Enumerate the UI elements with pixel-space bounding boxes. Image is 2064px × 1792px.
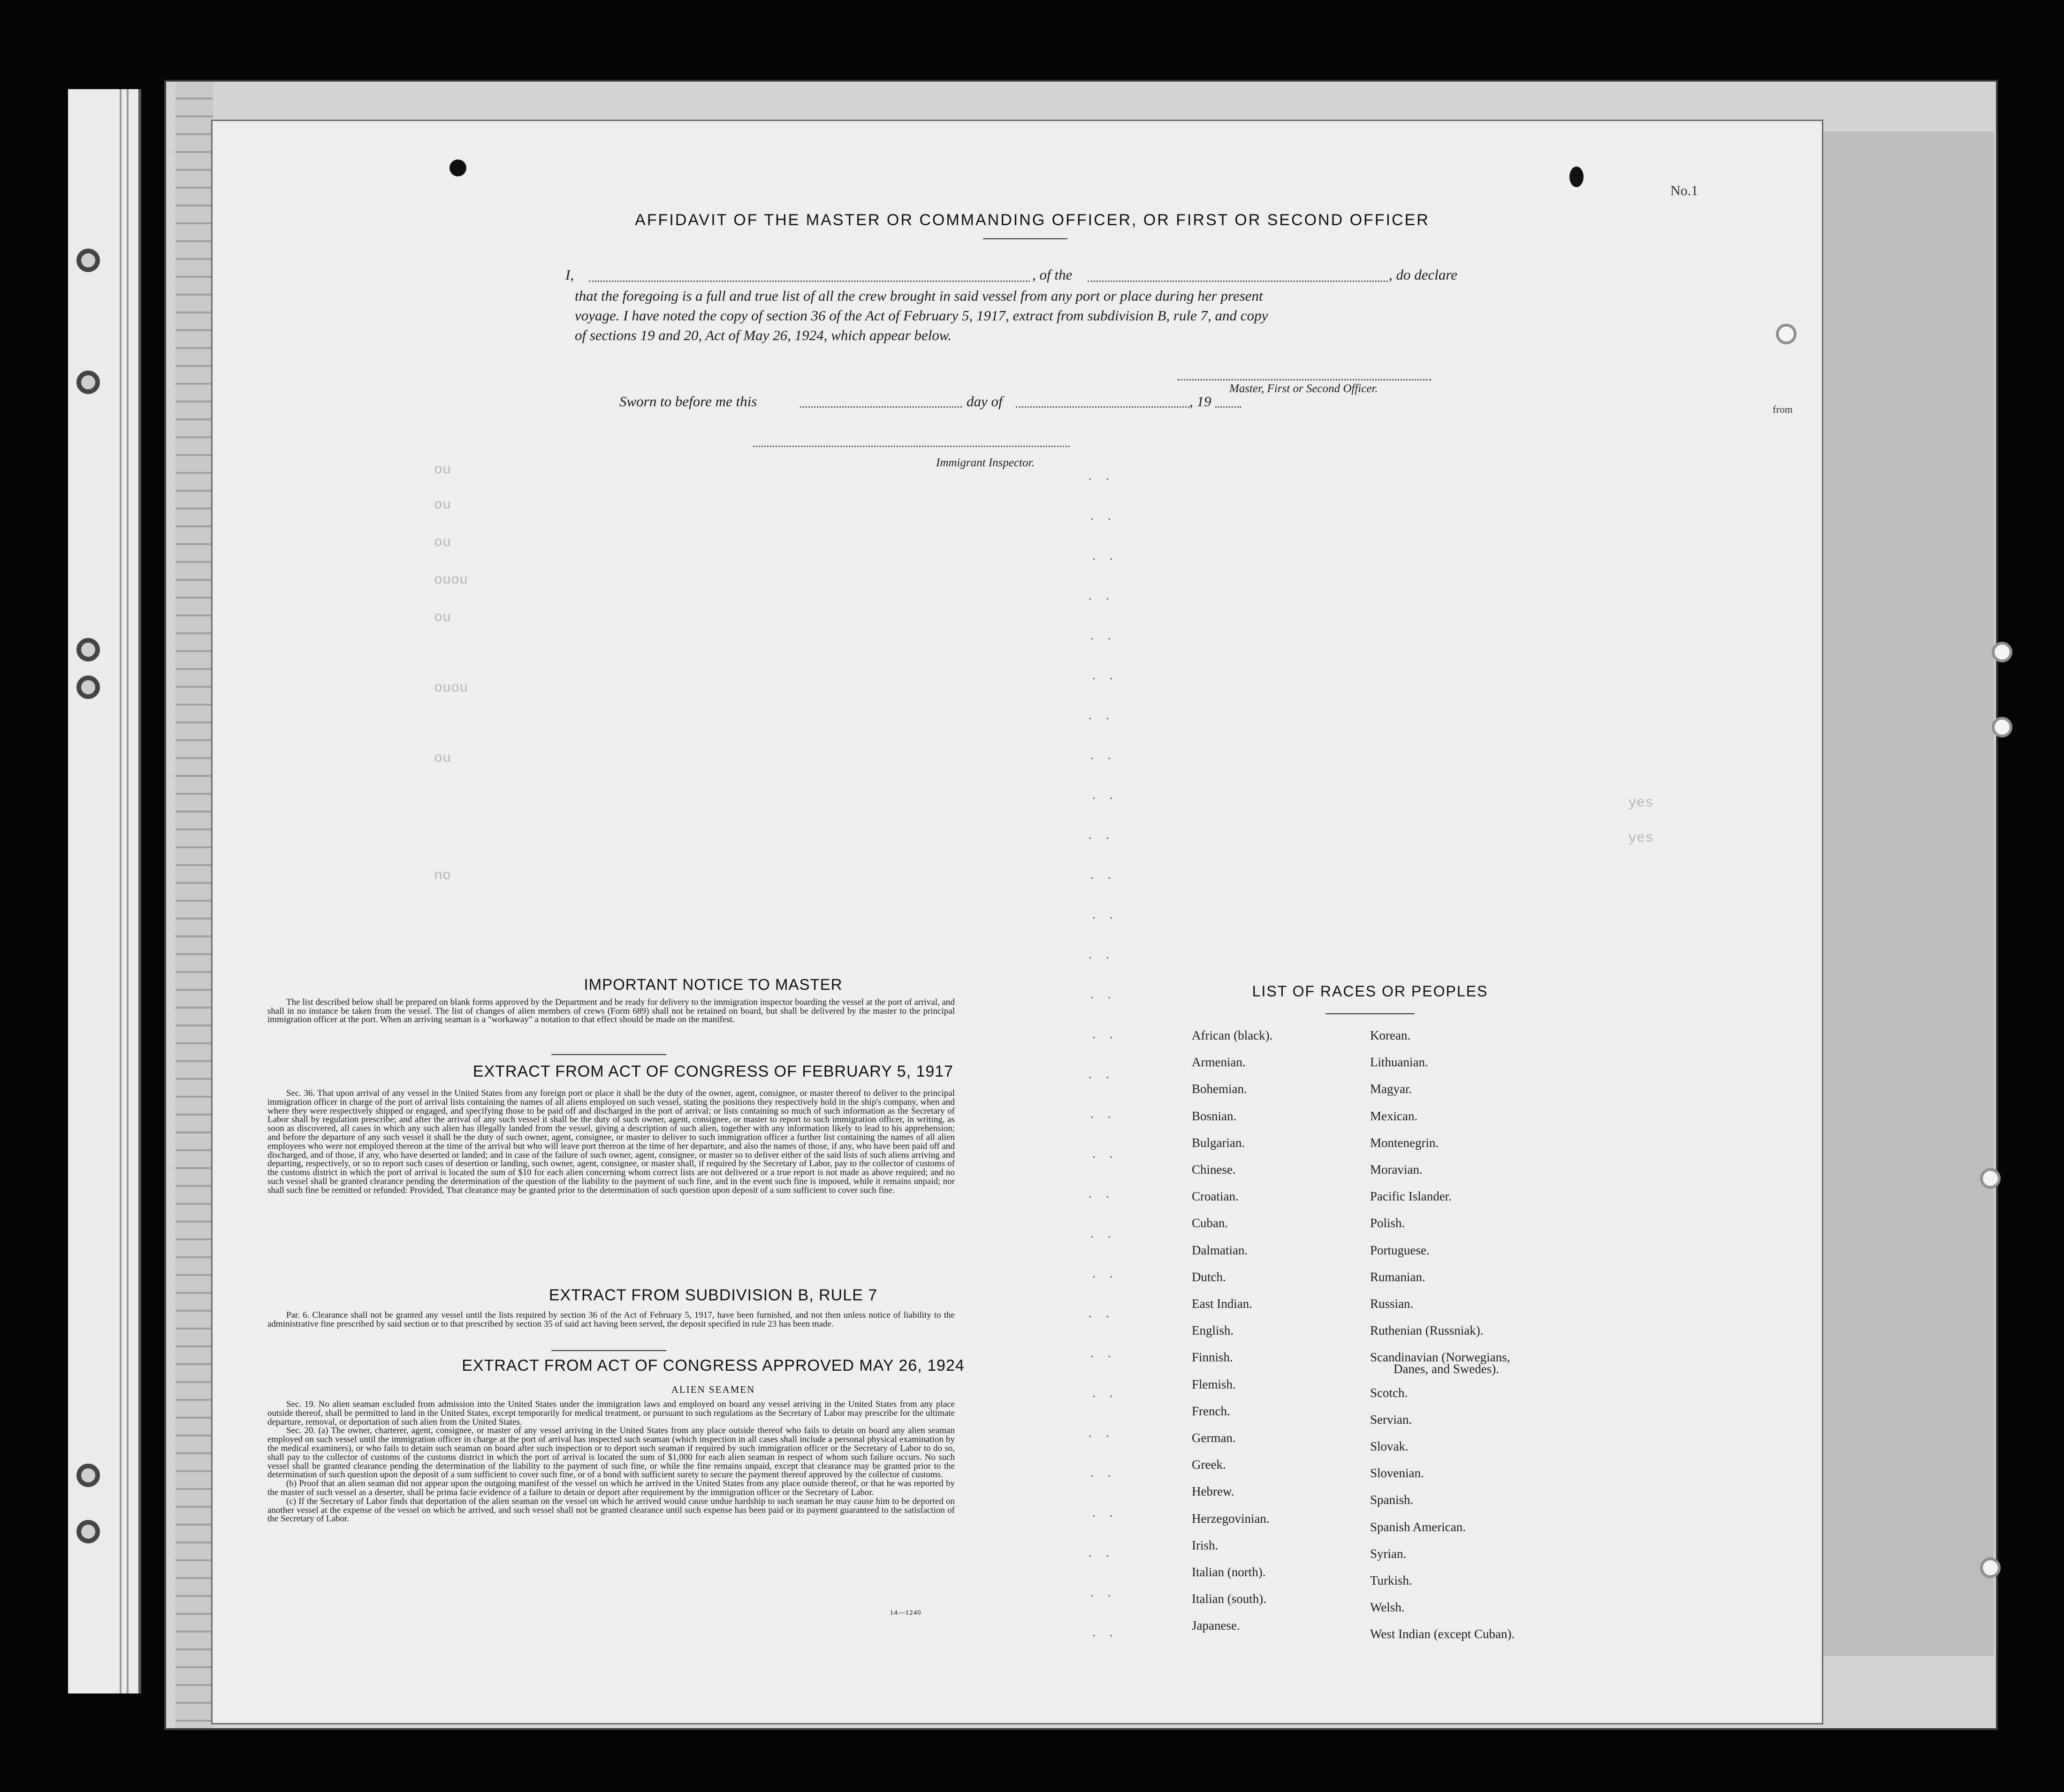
- race-item: Russian.: [1370, 1297, 1414, 1311]
- race-item: Armenian.: [1192, 1055, 1246, 1070]
- sec-19: Sec. 19. No alien seaman excluded from admission into the United States under the immigration laws and employed on board any vessel arriving in the United States from any place outside thereof, shall be permitted to land in the United States, except temporarily for medical treatment, or pursuant to such regulations as the Secretary of Labor may prescribe for the ultimate departure, removal, or deportation of such alien from the United States.: [267, 1399, 955, 1427]
- title-rule: [983, 238, 1067, 239]
- binder-ring: [76, 371, 100, 394]
- race-item: Syrian.: [1370, 1546, 1407, 1561]
- dot-mark: . .: [1092, 1027, 1119, 1041]
- race-item: Scotch.: [1370, 1385, 1408, 1400]
- races-title: LIST OF RACES OR PEOPLES: [1252, 983, 1488, 1000]
- race-item: East Indian.: [1192, 1297, 1252, 1311]
- race-item: Dutch.: [1192, 1269, 1226, 1284]
- bleed-through-text: ou: [434, 497, 451, 513]
- affidavit-line-1-end: , do declare: [1389, 266, 1458, 283]
- race-item: Cuban.: [1192, 1216, 1228, 1230]
- vessel-field[interactable]: [1088, 281, 1388, 282]
- race-item: Turkish.: [1370, 1573, 1412, 1587]
- race-item: Greek.: [1192, 1458, 1226, 1472]
- dot-mark: . .: [1089, 1067, 1115, 1081]
- sworn-day-field[interactable]: [800, 406, 962, 408]
- affidavit-line-2: that the foregoing is a full and true list of all the crew brought in said vessel from any port or place during her present: [575, 288, 1263, 304]
- race-item: Lithuanian.: [1370, 1055, 1428, 1070]
- dot-mark: . .: [1089, 1187, 1115, 1200]
- signature-label: Master, First or Second Officer.: [1229, 382, 1378, 395]
- race-item: Bulgarian.: [1192, 1135, 1245, 1150]
- binder-ring: [76, 676, 100, 699]
- bleed-through-text: no: [434, 868, 451, 884]
- dot-mark: . .: [1090, 1466, 1117, 1480]
- race-item: Polish.: [1370, 1216, 1405, 1230]
- dot-mark: . .: [1089, 1426, 1115, 1440]
- binder-ring: [76, 1464, 100, 1487]
- dot-mark: . .: [1092, 788, 1119, 802]
- section-rule: [551, 1350, 666, 1351]
- dot-mark: . .: [1092, 549, 1119, 562]
- race-item: Mexican.: [1370, 1109, 1418, 1123]
- race-item: Moravian.: [1370, 1162, 1423, 1177]
- dot-mark: . .: [1089, 948, 1115, 961]
- dot-mark: . .: [1089, 1546, 1115, 1559]
- affidavit-line-1-of: , of the: [1032, 266, 1073, 283]
- dot-mark: . .: [1092, 1506, 1119, 1519]
- dot-mark: . .: [1092, 1386, 1119, 1400]
- race-item: Croatian.: [1192, 1189, 1239, 1204]
- dot-mark: . .: [1089, 828, 1115, 842]
- race-item: Slovak.: [1370, 1439, 1409, 1453]
- sworn-prefix: Sworn to before me this: [619, 393, 757, 410]
- signature-field[interactable]: [1178, 379, 1431, 380]
- subdivision-b-text: Par. 6. Clearance shall not be granted any vessel until the lists required by section 36 of the Act of February 5, 1917, have been furnished, and not then unless notice of liability to the administrative fine prescribed by said section or to that prescribed by section 35 of said act having been served, the deposit specified in rule 23 has been made.: [267, 1310, 955, 1329]
- extract-1924-text: [267, 1400, 955, 1524]
- race-item: Italian (south).: [1192, 1592, 1266, 1606]
- extract-1924-title: EXTRACT FROM ACT OF CONGRESS APPROVED MAY 26, 1924: [462, 1357, 965, 1374]
- race-item: Spanish.: [1370, 1493, 1414, 1507]
- binder-ring: [76, 249, 100, 272]
- binder-strip: [68, 89, 141, 1693]
- race-item: Montenegrin.: [1370, 1135, 1439, 1150]
- race-item: Welsh.: [1370, 1600, 1405, 1615]
- bleed-through-text: yes: [1628, 830, 1654, 846]
- bleed-through-text: ouou: [434, 572, 468, 588]
- race-item: African (black).: [1192, 1028, 1273, 1042]
- extract-1917-text: Sec. 36. That upon arrival of any vessel in the United States from any foreign port or place it shall be the duty of the owner, agent, consignee, or master thereof to deliver to the principal immigration officer in charge of the port of arrival lists containing the names of all aliens employed on such vessel, stating the positions they respectively hold in the ship's company, when and where they were respectively shipped or engaged, and specifying those to be paid off and discharged in the port of arrival; or lists containing so much of such information as the Secretary of Labor shall by regulation prescribe; and after the arrival of any such vessel it shall be the duty of such owner, agent, consignee, or master to report to such immigration officer, in writing, as soon as discovered, all cases in which any such alien has illegally landed from the vessel, giving a description of such alien, together with any information likely to lead to his apprehension; and before the departure of any such vessel it shall be the duty of such owner, agent, consignee, or master to deliver to such immigration officer a further list containing the names of all alien employees who were not employed thereon at the time of the arrival but who will leave port thereon at the time of her departure, and also the names of those, if any, who have been paid off and discharged, and of those, if any, who have deserted or landed; and in case of the failure of such owner, agent, consignee, or master so to deliver either of the said lists of such aliens arriving and departing, respectively, or so to report such cases of desertion or landing, such owner, agent, consignee, or master shall, if required by the Secretary of Labor, pay to the collector of customs of the customs district in which the port of arrival is located the sum of $10 for each alien concerning whom correct lists are not delivered or a true report is not made as above required; and no such vessel shall be granted clearance pending the determination of the question of the liability to the payment of such fine, and in the event such fine is imposed, while it remains unpaid; nor shall such fine be remitted or refunded: Provided, That clearance may be granted prior to the determination of such question upon deposit of a sum sufficient to cover such fine.: [267, 1088, 955, 1195]
- extract-1917-title: EXTRACT FROM ACT OF CONGRESS OF FEBRUARY 5, 1917: [472, 1063, 954, 1080]
- race-item: Scandinavian (Norwegians,: [1370, 1350, 1510, 1365]
- sworn-day-of: day of: [967, 393, 1003, 410]
- dot-mark: . .: [1089, 589, 1115, 602]
- dot-mark: . .: [1089, 708, 1115, 722]
- sworn-year: , 19: [1189, 393, 1211, 410]
- punch-hole: [1980, 1168, 2001, 1189]
- race-item: German.: [1192, 1431, 1236, 1445]
- sworn-year-field[interactable]: [1215, 406, 1241, 408]
- race-item: Bohemian.: [1192, 1082, 1247, 1096]
- race-item: West Indian (except Cuban).: [1370, 1627, 1515, 1641]
- race-item: Magyar.: [1370, 1082, 1412, 1096]
- race-item: Bosnian.: [1192, 1109, 1237, 1123]
- form-number: 14—1240: [890, 1609, 922, 1617]
- race-item: Ruthenian (Russniak).: [1370, 1323, 1484, 1338]
- ruled-lines: [175, 82, 213, 1728]
- punch-hole: [1569, 167, 1584, 187]
- dot-mark: . .: [1090, 1586, 1117, 1599]
- dot-mark: . .: [1089, 1306, 1115, 1320]
- dot-mark: . .: [1090, 868, 1117, 881]
- affidavit-title: AFFIDAVIT OF THE MASTER OR COMMANDING OFFICER, OR FIRST OR SECOND OFFICER: [635, 211, 1430, 229]
- dot-mark: . .: [1090, 1346, 1117, 1360]
- affidavit-line-1-start: I,: [565, 266, 574, 283]
- punch-hole: [1776, 324, 1797, 344]
- dot-mark: . .: [1090, 987, 1117, 1001]
- affidavit-line-3: voyage. I have noted the copy of section 36 of the Act of February 5, 1917, extract from subdivision B, rule 7, and copy: [575, 307, 1268, 324]
- binder-ring: [76, 1520, 100, 1543]
- race-item: French.: [1192, 1404, 1230, 1418]
- from-note: from: [1773, 403, 1793, 415]
- race-item: Portuguese.: [1370, 1243, 1430, 1257]
- dot-mark: . .: [1090, 748, 1117, 762]
- section-rule: [551, 1054, 666, 1055]
- sec-20c: (c) If the Secretary of Labor finds that deportation of the alien seaman on the vessel on which he arrived would cause undue hardship to such seaman he may cause him to be deported on another vessel at the expense of the vessel on which he arrived, and such vessel shall not be granted clearance until such expense has been paid or its payment guaranteed to the satisfaction of the Secretary of Labor.: [267, 1496, 955, 1524]
- race-item: Italian (north).: [1192, 1565, 1266, 1579]
- notice-text: The list described below shall be prepared on blank forms approved by the Department and be ready for delivery to the immigration inspector boarding the vessel at the port of arrival, and shall in no instance be taken from the vessel. The list of changes of alien members of crews (Form 689) shall not be retained on board, but shall be delivered by the master to the principal immigration officer at the port. When an arriving seaman is a "workaway" a notation to that effect should be made on the manifest.: [267, 997, 955, 1025]
- dot-mark: . .: [1090, 1107, 1117, 1121]
- race-item: Hebrew.: [1192, 1484, 1234, 1499]
- dot-mark: . .: [1090, 1227, 1117, 1240]
- race-item-scandinavian-cont: Danes, and Swedes).: [1394, 1362, 1499, 1376]
- race-item: Irish.: [1192, 1538, 1219, 1552]
- dot-mark: . .: [1089, 469, 1115, 483]
- race-item: Flemish.: [1192, 1377, 1236, 1391]
- name-field[interactable]: [589, 281, 1030, 282]
- alien-seamen-subtitle: ALIEN SEAMEN: [671, 1384, 755, 1395]
- dot-mark: . .: [1092, 1147, 1119, 1161]
- dot-mark: . .: [1090, 629, 1117, 642]
- inspector-signature-field[interactable]: [753, 446, 1070, 447]
- race-item: English.: [1192, 1323, 1234, 1338]
- race-item: Herzegovinian.: [1192, 1511, 1270, 1526]
- punch-hole: [1980, 1557, 2001, 1578]
- affidavit-line-4: of sections 19 and 20, Act of May 26, 1924, which appear below.: [575, 327, 952, 343]
- race-item: Slovenian.: [1370, 1466, 1424, 1481]
- sworn-month-field[interactable]: [1016, 406, 1189, 408]
- dot-mark: . .: [1092, 668, 1119, 682]
- underlying-sheet-edge: [1820, 131, 1994, 1656]
- punch-hole: [1992, 642, 2012, 662]
- race-item: Japanese.: [1192, 1618, 1240, 1633]
- race-item: Korean.: [1370, 1028, 1411, 1042]
- page-edge: [127, 89, 129, 1693]
- sheet-number: No.1: [1670, 183, 1698, 198]
- page-edge: [120, 89, 122, 1693]
- dot-mark: . .: [1092, 908, 1119, 921]
- race-item: Rumanian.: [1370, 1269, 1425, 1284]
- race-item: Pacific Islander.: [1370, 1189, 1452, 1204]
- race-item: Spanish American.: [1370, 1519, 1466, 1534]
- notice-title: IMPORTANT NOTICE TO MASTER: [584, 976, 843, 993]
- bleed-through-text: ou: [434, 610, 451, 626]
- dot-mark: . .: [1092, 1625, 1119, 1639]
- bleed-through-text: ouou: [434, 680, 468, 696]
- inspector-label: Immigrant Inspector.: [936, 456, 1035, 469]
- dot-mark: . .: [1090, 509, 1117, 523]
- race-item: Dalmatian.: [1192, 1243, 1248, 1257]
- bleed-through-text: ou: [434, 535, 451, 551]
- bleed-through-text: ou: [434, 462, 451, 478]
- binder-ring: [76, 638, 100, 661]
- punch-hole: [449, 159, 466, 176]
- race-item: Chinese.: [1192, 1162, 1236, 1177]
- bleed-through-text: yes: [1628, 795, 1654, 811]
- dot-mark: . .: [1092, 1267, 1119, 1280]
- sec-20a: Sec. 20. (a) The owner, charterer, agent, consignee, or master of any vessel arriving in the United States from any place outside thereof who fails to detain on board any alien seaman employed on such vessel until the immigration officer in charge at the port of arrival has inspected such seaman (which inspection in all cases shall include a personal physical examination by the medical examiners), or who fails to detain such seaman on board after such inspection or to deport such seaman if required by such immigration officer or the Secretary of Labor to do so, shall pay to the collector of customs of the customs district in which the port of arrival is located the sum of $1,000 for each alien seaman in respect of whom such failure occurs. No such vessel shall be granted clearance pending the determination of the liability to the payment of such fine, or while the fine remains unpaid, except that clearance may be granted prior to the determination of such question upon the deposit of a sum sufficient to cover such fine, or of a bond with sufficient surety to secure the payment thereof approved by the collector of customs.: [267, 1426, 955, 1480]
- races-title-rule: [1325, 1013, 1415, 1014]
- sec-20b: (b) Proof that an alien seaman did not appear upon the outgoing manifest of the vessel on which he arrived in the United States from any place outside thereof, or that he was reported by the master of such vessel as a deserter, shall be prima facie evidence of a failure to detain or deport after requirement by the immigration officer or the Secretary of Labor.: [267, 1479, 955, 1497]
- race-item: Servian.: [1370, 1412, 1412, 1427]
- subdivision-b-title: EXTRACT FROM SUBDIVISION B, RULE 7: [548, 1286, 878, 1304]
- bleed-through-text: ou: [434, 751, 451, 767]
- punch-hole: [1992, 717, 2012, 737]
- race-item: Finnish.: [1192, 1350, 1233, 1365]
